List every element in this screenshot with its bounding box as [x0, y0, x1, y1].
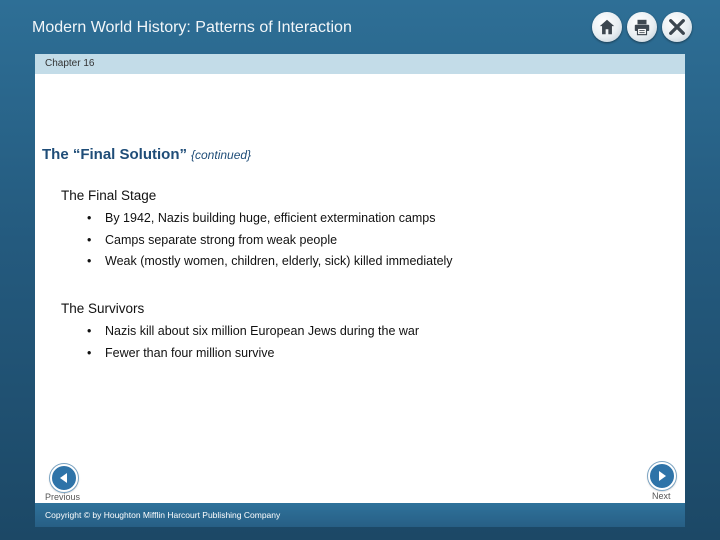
bullet-dot: • [87, 254, 92, 268]
bullet-item [87, 323, 419, 339]
bullet-text: Fewer than four million survive [105, 346, 275, 360]
bullet-item [87, 232, 337, 248]
bullet-dot: • [87, 233, 92, 247]
toolbar [592, 12, 692, 42]
bullet-item [87, 345, 275, 361]
section-heading-final-stage: The Final Stage [61, 188, 157, 203]
bullet-item [87, 253, 453, 269]
bullet-dot: • [87, 211, 92, 225]
copyright-text: Copyright © by Houghton Mifflin Harcourt Publishing Company [45, 510, 281, 520]
close-button[interactable] [662, 12, 692, 42]
home-button[interactable] [592, 12, 622, 42]
next-label[interactable]: Next [652, 491, 671, 501]
slide-title-text: The “Final Solution” [42, 146, 187, 163]
bullet-dot: • [87, 324, 92, 338]
print-icon [633, 18, 651, 36]
close-icon [668, 18, 686, 36]
chapter-label: Chapter 16 [45, 58, 95, 69]
footer-bar [35, 503, 685, 527]
bullet-item [87, 210, 436, 226]
previous-label[interactable]: Previous [45, 492, 81, 502]
bullet-text: Camps separate strong from weak people [105, 233, 338, 247]
app-title: Modern World History: Patterns of Interaction [32, 19, 352, 36]
arrow-right-icon [656, 470, 668, 482]
bullet-text: Weak (mostly women, children, elderly, sick) killed immediately [105, 254, 453, 268]
previous-button[interactable] [50, 464, 78, 492]
slide-title-suffix: {continued} [191, 148, 252, 162]
slide-content [35, 74, 685, 503]
print-button[interactable] [627, 12, 657, 42]
bullet-text: By 1942, Nazis building huge, efficient extermination camps [105, 211, 436, 225]
bullet-dot: • [87, 346, 92, 360]
chapter-bar [35, 54, 685, 74]
slide-title [42, 145, 251, 165]
next-button[interactable] [648, 462, 676, 490]
bullet-text: Nazis kill about six million European Jews during the war [105, 324, 420, 338]
arrow-left-icon [58, 472, 70, 484]
section-heading-survivors: The Survivors [61, 301, 145, 316]
home-icon [598, 18, 616, 36]
